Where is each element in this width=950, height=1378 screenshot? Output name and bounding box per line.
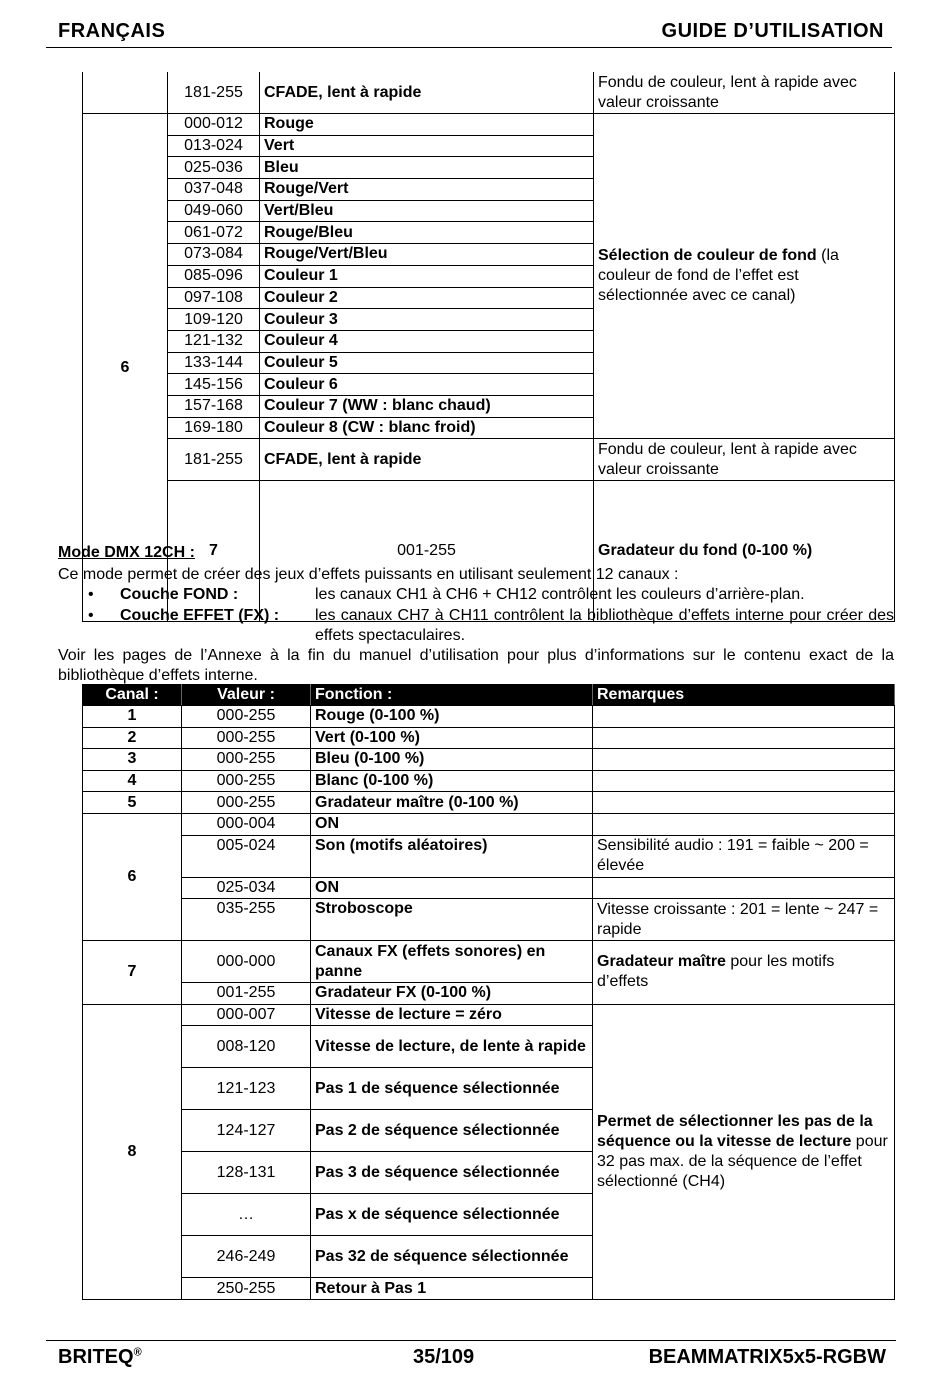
remark-bold: Permet de sélectionner les pas de la séquence ou la vitesse de lecture (597, 1112, 873, 1150)
channel-cell: 8 (83, 1004, 182, 1299)
function-cell: Gradateur FX (0-100 %) (311, 983, 593, 1005)
function-cell: CFADE, lent à rapide (260, 72, 594, 114)
function-cell: Pas 3 de séquence sélectionnée (311, 1152, 593, 1194)
value-cell: 000-000 (182, 941, 311, 983)
header-function: Fonction : (311, 685, 593, 706)
value-cell: 121-132 (168, 330, 260, 352)
table-row (83, 749, 895, 771)
function-cell: Pas x de séquence sélectionnée (311, 1194, 593, 1236)
table-row (83, 770, 895, 792)
value-cell: 061-072 (168, 222, 260, 244)
value-cell: 000-255 (182, 749, 311, 771)
header-value: Valeur : (182, 685, 311, 706)
channel-cell: 2 (83, 727, 182, 749)
function-cell: Retour à Pas 1 (311, 1278, 593, 1300)
value-cell: 037-048 (168, 179, 260, 201)
remark-cell (593, 813, 895, 835)
header-remarks: Remarques (593, 685, 895, 706)
header-language: FRANÇAIS (58, 20, 166, 42)
value-cell: 250-255 (182, 1278, 311, 1300)
value-cell: 001-255 (182, 983, 311, 1005)
dmx-12ch-table (82, 684, 895, 1300)
function-cell: Vitesse de lecture = zéro (311, 1004, 593, 1026)
remark-cell (593, 1004, 895, 1299)
table-row (83, 439, 895, 481)
function-cell: Gradateur du fond (0-100 %) (594, 481, 895, 622)
value-cell: 157-168 (168, 395, 260, 417)
table-row (83, 941, 895, 983)
remark-cell: Fondu de couleur, lent à rapide avec valeur croissante (594, 439, 895, 481)
remark-text: pour les motifs d’effets (597, 953, 835, 991)
value-cell: 181-255 (168, 439, 260, 481)
function-cell: Vert (260, 135, 594, 157)
value-cell: 000-007 (182, 1004, 311, 1026)
table-row (83, 706, 895, 728)
value-cell: 000-255 (182, 727, 311, 749)
value-cell: 121-123 (182, 1068, 311, 1110)
remark-bold: Gradateur maître (597, 953, 726, 971)
header-divider (46, 47, 892, 48)
table-row (83, 114, 895, 136)
function-cell: Couleur 5 (260, 352, 594, 374)
header-title: GUIDE D’UTILISATION (661, 20, 884, 42)
function-cell: Bleu (260, 157, 594, 179)
function-cell: ON (311, 877, 593, 899)
section-intro: Ce mode permet de créer des jeux d’effets puissants en utilisant seulement 12 canaux : (58, 566, 679, 583)
function-cell: Rouge/Bleu (260, 222, 594, 244)
function-cell: Couleur 4 (260, 330, 594, 352)
bullet-label: Couche EFFET (FX) : (120, 607, 280, 624)
value-cell: 000-255 (182, 706, 311, 728)
bullet-icon: • (88, 586, 94, 603)
function-cell: Vert (0-100 %) (311, 727, 593, 749)
function-cell: Blanc (0-100 %) (311, 770, 593, 792)
value-cell: 109-120 (168, 309, 260, 331)
function-cell: Rouge/Vert/Bleu (260, 244, 594, 266)
table-row (83, 813, 895, 835)
value-cell: 013-024 (168, 135, 260, 157)
registered-mark: ® (133, 1346, 142, 1359)
value-cell: 097-108 (168, 287, 260, 309)
value-cell: 085-096 (168, 265, 260, 287)
function-cell: CFADE, lent à rapide (260, 439, 594, 481)
section-outro: Voir les pages de l’Annexe à la fin du manuel d’utilisation pour plus d’informations sur le contenu exact de la bibliothèque d’effets interne. (58, 647, 894, 684)
remark-bold: Sélection de couleur de fond (598, 247, 817, 265)
function-cell: Pas 1 de séquence sélectionnée (311, 1068, 593, 1110)
table-row (83, 877, 895, 899)
channel-cell: 4 (83, 770, 182, 792)
channel-cell (83, 72, 168, 114)
bullet-text: les canaux CH1 à CH6 + CH12 contrôlent les couleurs d’arrière-plan. (315, 586, 805, 603)
header-channel: Canal : (83, 685, 182, 706)
function-cell: Rouge (260, 114, 594, 136)
table-row (83, 1004, 895, 1026)
remark-cell: Vitesse croissante : 201 = lente ~ 247 = rapide (593, 899, 895, 941)
bullet-icon: • (88, 607, 94, 624)
function-cell: Pas 2 de séquence sélectionnée (311, 1110, 593, 1152)
section-title: Mode DMX 12CH : (58, 544, 195, 561)
value-cell: 128-131 (182, 1152, 311, 1194)
function-cell: Pas 32 de séquence sélectionnée (311, 1236, 593, 1278)
value-cell: 000-004 (182, 813, 311, 835)
remark-cell (593, 792, 895, 814)
function-cell: Bleu (0-100 %) (311, 749, 593, 771)
channel-cell: 5 (83, 792, 182, 814)
remark-cell: Fondu de couleur, lent à rapide avec valeur croissante (594, 72, 895, 114)
channel-cell: 6 (83, 114, 168, 622)
function-cell: ON (311, 813, 593, 835)
table-row (83, 792, 895, 814)
function-cell: Couleur 3 (260, 309, 594, 331)
channel-cell: 1 (83, 706, 182, 728)
table-row (83, 899, 895, 941)
footer-brand (58, 1346, 142, 1369)
value-cell: 025-034 (182, 877, 311, 899)
value-cell: 025-036 (168, 157, 260, 179)
table-row (83, 835, 895, 877)
remark-cell (593, 727, 895, 749)
function-cell: Gradateur maître (0-100 %) (311, 792, 593, 814)
function-cell: Vert/Bleu (260, 200, 594, 222)
value-cell: 001-255 (260, 481, 594, 622)
function-cell: Couleur 6 (260, 374, 594, 396)
value-cell: 049-060 (168, 200, 260, 222)
remark-cell (593, 706, 895, 728)
remark-cell (593, 749, 895, 771)
bullet-label: Couche FOND : (120, 586, 239, 603)
function-cell: Rouge/Vert (260, 179, 594, 201)
remark-text: (la couleur de fond de l’effet est sélectionnée avec ce canal) (598, 247, 839, 305)
value-cell: 005-024 (182, 835, 311, 877)
value-cell: 181-255 (168, 72, 260, 114)
footer-divider (46, 1340, 896, 1341)
bullet-text: les canaux CH7 à CH11 contrôlent la bibliothèque d’effets interne pour créer des effets spectaculaires. (315, 607, 894, 644)
footer-model: BEAMMATRIX5x5-RGBW (648, 1346, 886, 1368)
table-continued (82, 72, 895, 622)
function-cell: Couleur 1 (260, 265, 594, 287)
table-row (83, 72, 895, 114)
function-cell: Couleur 2 (260, 287, 594, 309)
remark-cell (593, 941, 895, 1005)
function-cell: Couleur 7 (WW : blanc chaud) (260, 395, 594, 417)
value-cell: 000-255 (182, 770, 311, 792)
remark-text: pour 32 pas max. de la séquence de l’effet sélectionné (CH4) (597, 1132, 888, 1190)
function-cell: Vitesse de lecture, de lente à rapide (311, 1026, 593, 1068)
channel-cell: 7 (83, 941, 182, 1005)
value-cell: … (182, 1194, 311, 1236)
value-cell: 000-012 (168, 114, 260, 136)
remark-cell (593, 770, 895, 792)
page-number: 35/109 (413, 1346, 475, 1368)
remark-cell: Sensibilité audio : 191 = faible ~ 200 = élevée (593, 835, 895, 877)
channel-cell: 3 (83, 749, 182, 771)
value-cell: 145-156 (168, 374, 260, 396)
value-cell: 133-144 (168, 352, 260, 374)
function-cell: Canaux FX (effets sonores) en panne (311, 941, 593, 983)
function-cell: Couleur 8 (CW : blanc froid) (260, 417, 594, 439)
function-cell: Son (motifs aléatoires) (311, 835, 593, 877)
table-row (83, 727, 895, 749)
value-cell: 035-255 (182, 899, 311, 941)
remark-cell (594, 114, 895, 439)
channel-cell: 6 (83, 813, 182, 940)
function-cell: Stroboscope (311, 899, 593, 941)
brand-name: BRITEQ (58, 1346, 134, 1368)
value-cell: 008-120 (182, 1026, 311, 1068)
value-cell: 246-249 (182, 1236, 311, 1278)
remark-cell (593, 877, 895, 899)
function-cell: Rouge (0-100 %) (311, 706, 593, 728)
value-cell: 073-084 (168, 244, 260, 266)
value-cell: 124-127 (182, 1110, 311, 1152)
value-cell: 000-255 (182, 792, 311, 814)
table-header-row (83, 685, 895, 706)
value-cell: 169-180 (168, 417, 260, 439)
channel-cell: 7 (168, 481, 260, 622)
